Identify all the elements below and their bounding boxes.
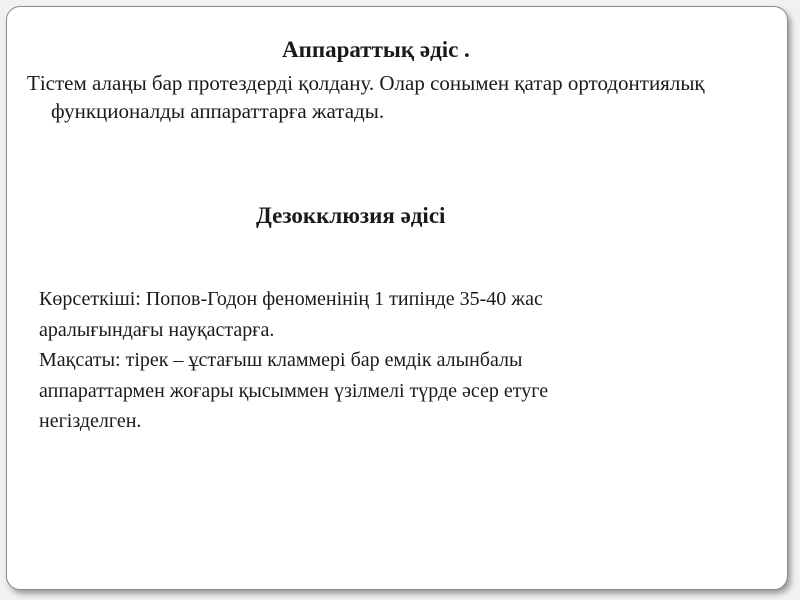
slide-card [6, 6, 788, 590]
intro-paragraph: Тістем алаңы бар протездерді қолдану. Олар сонымен қатар ортодонтиялық функционалды аппараттарға жатады. [27, 71, 705, 123]
body-line: аралығындағы науқастарға. [39, 318, 275, 341]
body-line: Мақсаты: тірек – ұстағыш кламмері бар емдік алынбалы [39, 349, 523, 371]
method-heading: Аппараттық әдіс . [282, 37, 470, 62]
body-line: негізделген. [39, 410, 142, 432]
body-line: аппараттармен жоғары қысыммен үзілмелі түрде әсер етуге [39, 379, 549, 402]
indication-paragraph [39, 284, 759, 437]
body-line: Көрсеткіші: Попов-Годон феноменінің 1 типінде 35-40 жас [39, 288, 543, 310]
desocclusion-heading: Дезокклюзия әдісі [256, 203, 446, 228]
